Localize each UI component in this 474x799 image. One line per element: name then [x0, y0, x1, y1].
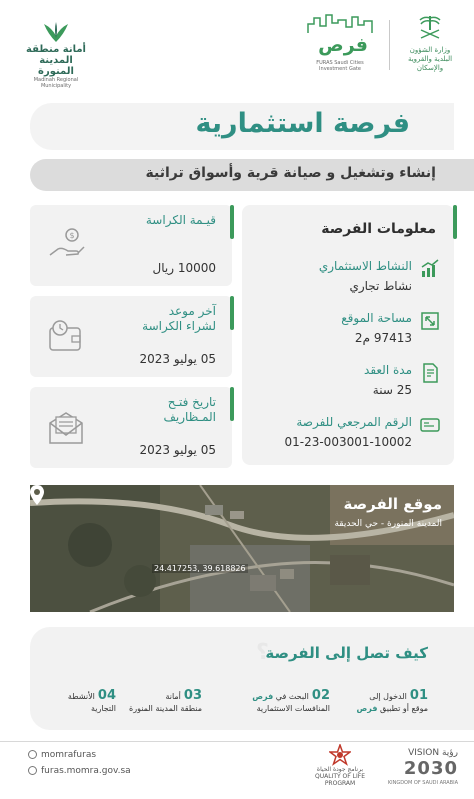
contract-document-icon: [420, 363, 440, 383]
step-text: الدخول إلى: [369, 692, 407, 701]
header: [0, 0, 474, 96]
quality-of-life-logo: [314, 744, 366, 794]
card-label: تاريخ فتـح المـظاريف: [163, 395, 216, 424]
card-accent: [230, 205, 234, 239]
money-hand-icon: [46, 225, 86, 265]
info-row-activity: [254, 257, 440, 307]
info-row-reference: [254, 413, 440, 463]
info-row-area: [254, 309, 440, 359]
step-number: 01: [409, 688, 428, 703]
info-label: النشاط الاستثماري: [318, 259, 412, 273]
ministry-name: وزارة الشؤون البلدية والقروية والإسكان: [407, 46, 453, 72]
info-label: مدة العقد: [364, 363, 412, 377]
step-text: الأنشطة: [67, 692, 95, 701]
svg-text:$: $: [69, 231, 75, 240]
card-value: 05 يوليو 2023: [139, 352, 216, 366]
vision-year: 2030: [403, 758, 458, 779]
info-value: 25 سنة: [372, 383, 412, 397]
envelopes-opening-card: [30, 387, 232, 468]
quality-program-name-en: QUALITY OF LIFE PROGRAM: [314, 773, 365, 787]
step-number: 04: [97, 688, 116, 703]
booklet-price-card: [30, 205, 232, 286]
vision-label: VISION رؤية: [408, 748, 458, 758]
step-01: [357, 684, 429, 714]
page-subtitle: إنشاء وتشغيل و صيانة قرية وأسواق تراثية: [145, 165, 436, 181]
social-media-icon: [28, 750, 37, 759]
opportunity-info-card: [242, 205, 454, 465]
step-text: البحث في: [273, 692, 309, 701]
step-04: [68, 684, 116, 714]
amana-name-en: Madinah Regional Municipality: [33, 77, 79, 89]
card-accent: [230, 296, 234, 330]
footer-divider: [0, 741, 474, 742]
page-title: فرصة استثمارية: [195, 108, 410, 139]
how-to-reach-title: كيف تصل إلى الفرصة: [265, 644, 428, 662]
area-resize-icon: [420, 311, 440, 331]
globe-icon: [28, 766, 37, 775]
social-handle[interactable]: momrafuras: [41, 750, 97, 760]
leaf-crown-logo-icon: [38, 20, 74, 44]
quality-of-life-star-icon: [329, 744, 351, 766]
map-district: المدينة المنورة - حي الحديقة: [334, 519, 442, 529]
location-pin-icon: [30, 485, 44, 505]
wallet-clock-icon: [46, 316, 86, 356]
furas-wordmark: فرص: [318, 34, 368, 56]
card-accent: [453, 205, 457, 239]
step-text: أمانة: [165, 692, 181, 701]
card-value: 10000 ريال: [152, 261, 216, 275]
step-number: 02: [311, 688, 330, 703]
step-text: موقع أو تطبيق: [377, 704, 428, 713]
map-title: موقع الفرصة: [343, 495, 442, 513]
furas-tagline: FURAS Saudi Cities Investment Gate: [316, 60, 364, 72]
info-label: الرقم المرجعي للفرصة: [296, 415, 412, 429]
step-text: المنافسات الاستثمارية: [256, 704, 330, 713]
amana-logo: [20, 20, 92, 89]
step-03: [129, 684, 202, 714]
map-coordinates: 24.417253, 39.618826: [154, 564, 246, 573]
header-divider: [389, 20, 390, 70]
how-to-reach-section: [30, 627, 474, 730]
card-label: آخر موعد لشراء الكراسة: [142, 304, 216, 333]
furas-link[interactable]: فرص: [252, 692, 274, 701]
location-map[interactable]: [30, 485, 454, 612]
card-value: 05 يوليو 2023: [139, 443, 216, 457]
growth-chart-icon: [420, 259, 440, 279]
step-text: منطقة المدينة المنورة: [129, 704, 202, 713]
info-label: مساحة الموقع: [341, 311, 412, 325]
card-accent: [230, 387, 234, 421]
amana-name-line1: أمانة منطقة: [26, 44, 86, 55]
purchase-deadline-card: [30, 296, 232, 377]
quality-program-name: برنامج جودة الحياة: [316, 766, 364, 773]
amana-name-line2: المدينة المنورة: [38, 55, 74, 77]
info-value: نشاط تجاري: [349, 279, 412, 293]
reference-card-icon: [420, 415, 440, 435]
palm-swords-emblem-icon: [416, 14, 444, 42]
vision-kingdom: KINGDOM OF SAUDI ARABIA: [387, 780, 458, 786]
info-value: 97413 م2: [354, 331, 412, 345]
website-row[interactable]: [28, 766, 158, 782]
website-link[interactable]: furas.momra.gov.sa: [41, 766, 131, 776]
vision-2030-logo: [378, 748, 458, 790]
info-card-title: معلومات الفرصة: [321, 221, 436, 237]
furas-link[interactable]: فرص: [356, 704, 378, 713]
step-number: 03: [183, 688, 202, 703]
envelope-letter-icon: [46, 407, 86, 447]
furas-logo: [304, 12, 376, 76]
social-handle-row[interactable]: [28, 750, 158, 766]
info-row-duration: [254, 361, 440, 411]
step-text: التجارية: [90, 704, 116, 713]
card-label: قيـمة الكراسة: [145, 213, 216, 227]
info-value: 01-23-003001-10002: [284, 435, 412, 449]
city-skyline-icon: [306, 12, 376, 34]
step-02: [252, 684, 330, 714]
question-mark-icon: ؟: [256, 640, 269, 665]
ministry-logo: [400, 14, 460, 78]
social-links: [28, 750, 158, 782]
